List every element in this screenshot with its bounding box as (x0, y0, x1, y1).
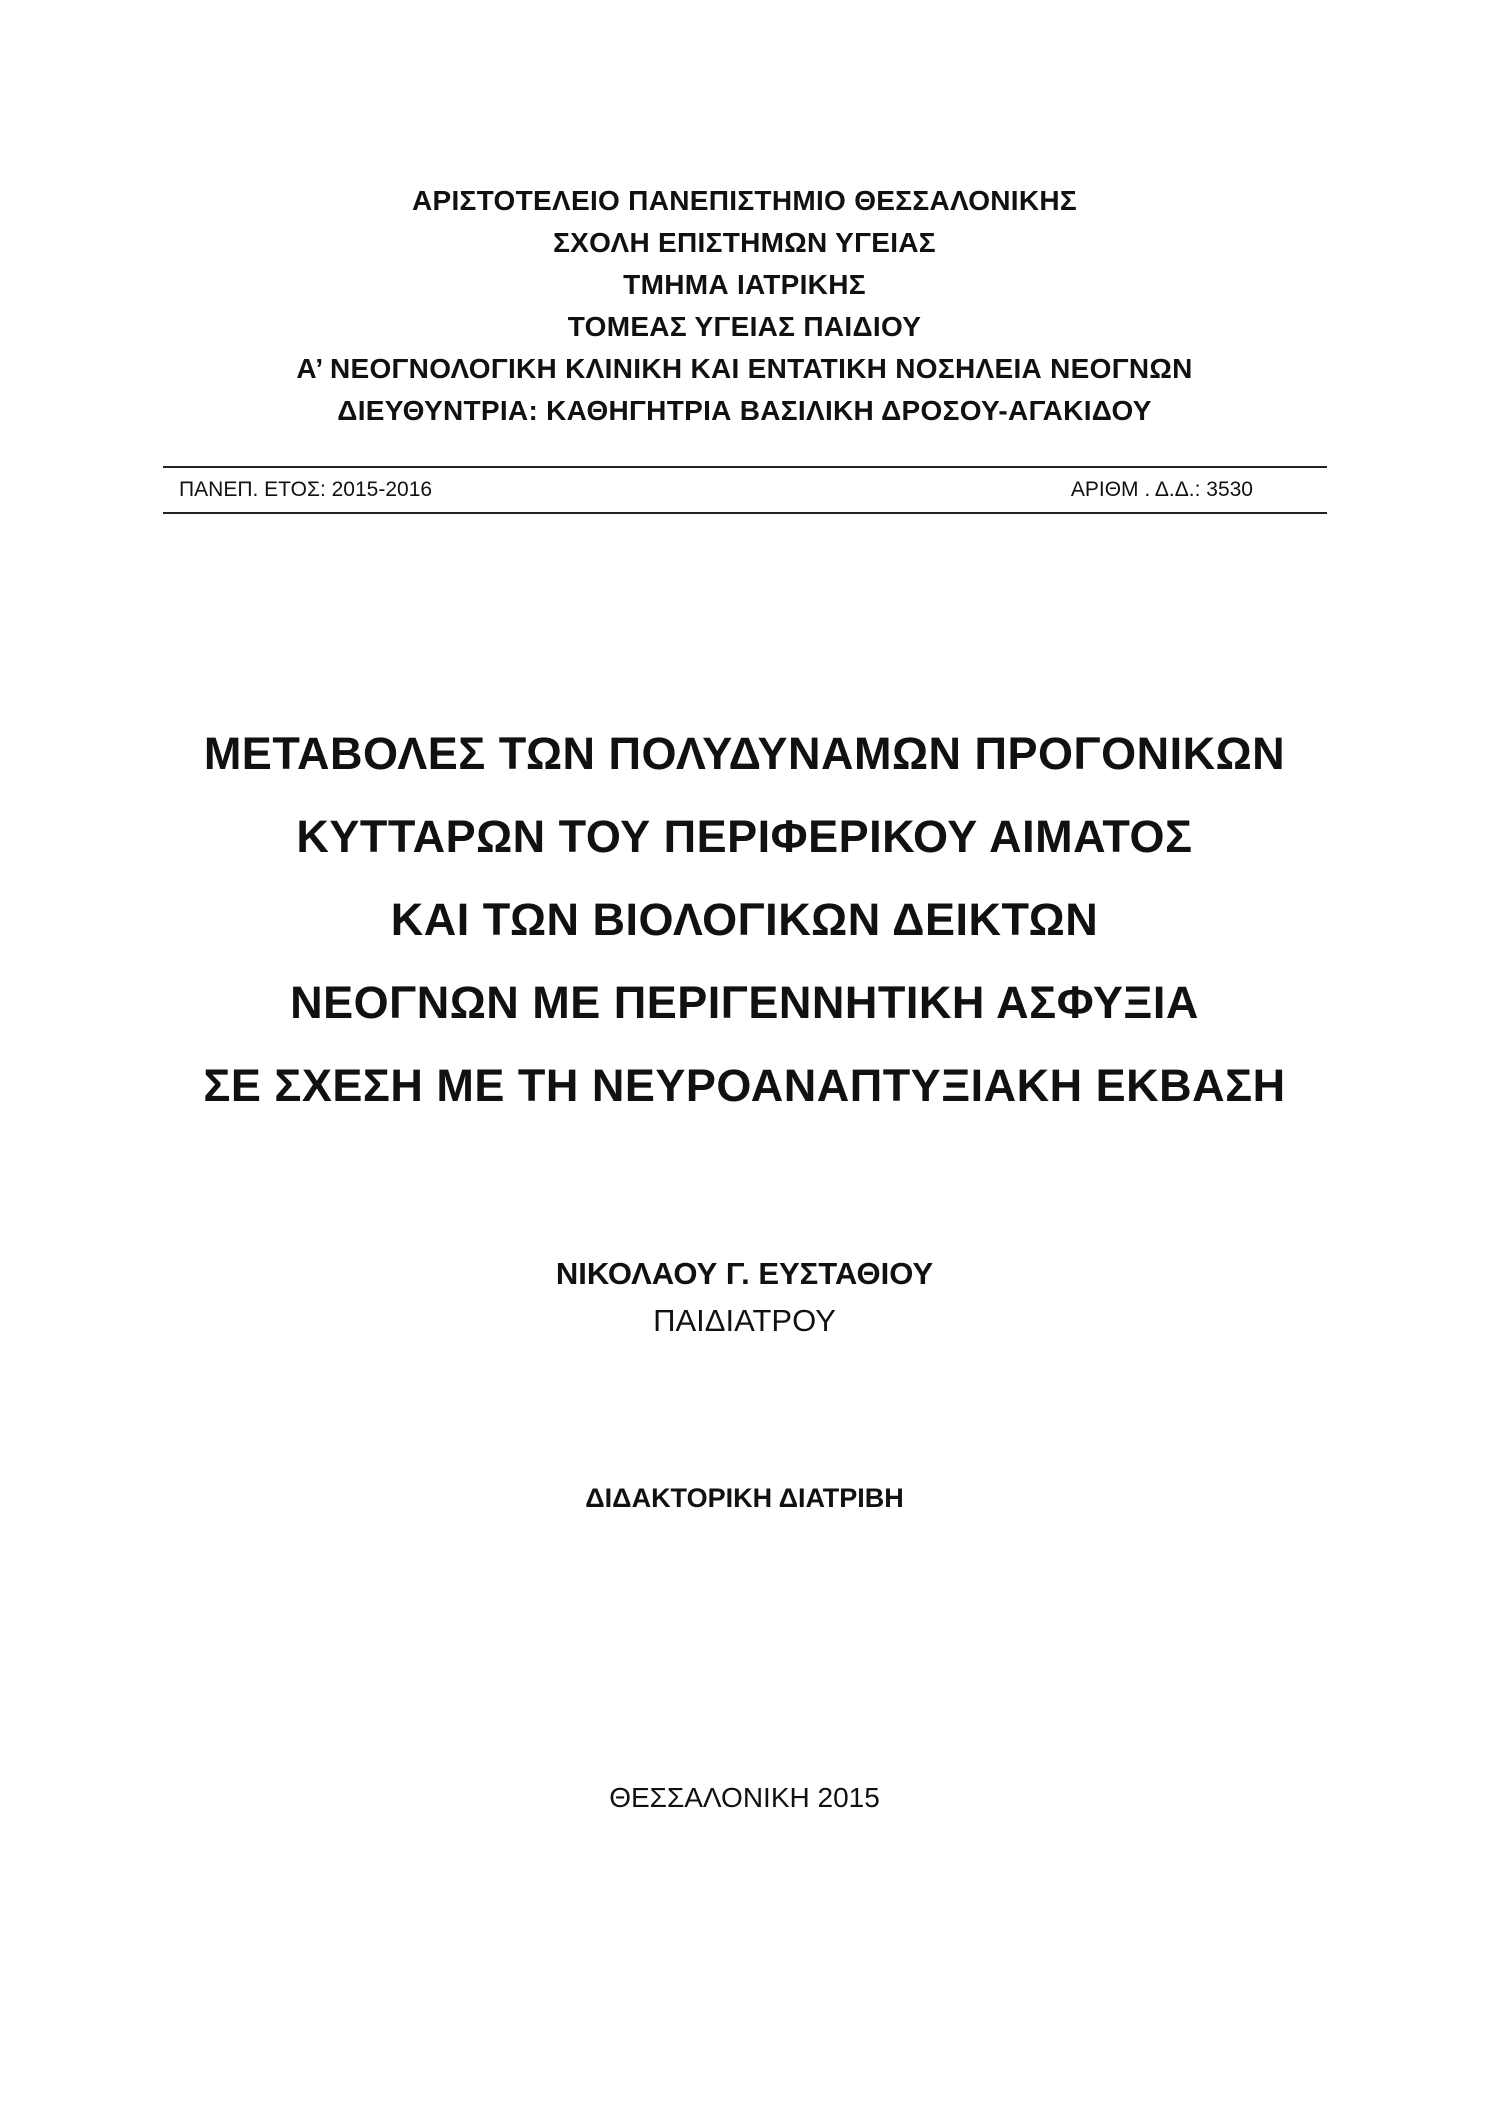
clinic-director: ΔΙΕΥΘΥΝΤΡΙΑ: ΚΑΘΗΓΗΤΡΙΑ ΒΑΣΙΛΙΚΗ ΔΡΟΣΟΥ-ΑΓΑΚΙΔΟΥ (337, 395, 1152, 426)
place-and-year: ΘΕΣΣΑΛΟΝΙΚΗ 2015 (609, 1782, 880, 1813)
author-name: ΝΙΚΟΛΑΟΥ Γ. ΕΥΣΤΑΘΙΟΥ (555, 1256, 934, 1291)
author-role: ΠΑΙΔΙΑΤΡΟΥ (653, 1303, 836, 1338)
clinic-name: Α’ ΝΕΟΓΝΟΛΟΓΙΚΗ ΚΛΙΝΙΚΗ ΚΑΙ ΕΝΤΑΤΙΚΗ ΝΟΣΗΛΕΙΑ ΝΕΟΓΝΩΝ (296, 353, 1193, 384)
department-name: ΤΜΗΜΑ ΙΑΤΡΙΚΗΣ (623, 269, 866, 300)
school-name: ΣΧΟΛΗ ΕΠΙΣΤΗΜΩΝ ΥΓΕΙΑΣ (553, 227, 936, 258)
sector-name: ΤΟΜΕΑΣ ΥΓΕΙΑΣ ΠΑΙΔΙΟΥ (567, 311, 922, 342)
title-line: ΚΑΙ ΤΩΝ ΒΙΟΛΟΓΙΚΩΝ ΔΕΙΚΤΩΝ (390, 894, 1099, 945)
thesis-title (0, 712, 1489, 1127)
university-name: ΑΡΙΣΤΟΤΕΛΕΙΟ ΠΑΝΕΠΙΣΤΗΜΙΟ ΘΕΣΣΑΛΟΝΙΚΗΣ (411, 185, 1078, 216)
document-type: ΔΙΔΑΚΤΟΡΙΚΗ ΔΙΑΤΡΙΒΗ (585, 1483, 904, 1513)
title-line: ΚΥΤΤΑΡΩΝ ΤΟΥ ΠΕΡΙΦΕΡΙΚΟΥ ΑΙΜΑΤΟΣ (296, 811, 1193, 862)
meta-bar (163, 466, 1327, 514)
institution-header (0, 180, 1489, 432)
title-line: ΣΕ ΣΧΕΣΗ ΜΕ ΤΗ ΝΕΥΡΟΑΝΑΠΤΥΞΙΑΚΗ ΕΚΒΑΣΗ (203, 1060, 1286, 1111)
author-block (0, 1252, 1489, 1346)
title-line: ΜΕΤΑΒΟΛΕΣ ΤΩΝ ΠΟΛΥΔΥΝΑΜΩΝ ΠΡΟΓΟΝΙΚΩΝ (203, 728, 1286, 779)
title-line: ΝΕΟΓΝΩΝ ΜΕ ΠΕΡΙΓΕΝΝΗΤΙΚΗ ΑΣΦΥΞΙΑ (290, 977, 1199, 1028)
thesis-number: ΑΡΙΘΜ . Δ.Δ.: 3530 (1070, 478, 1253, 501)
academic-year: ΠΑΝΕΠ. ΕΤΟΣ: 2015-2016 (179, 478, 433, 501)
